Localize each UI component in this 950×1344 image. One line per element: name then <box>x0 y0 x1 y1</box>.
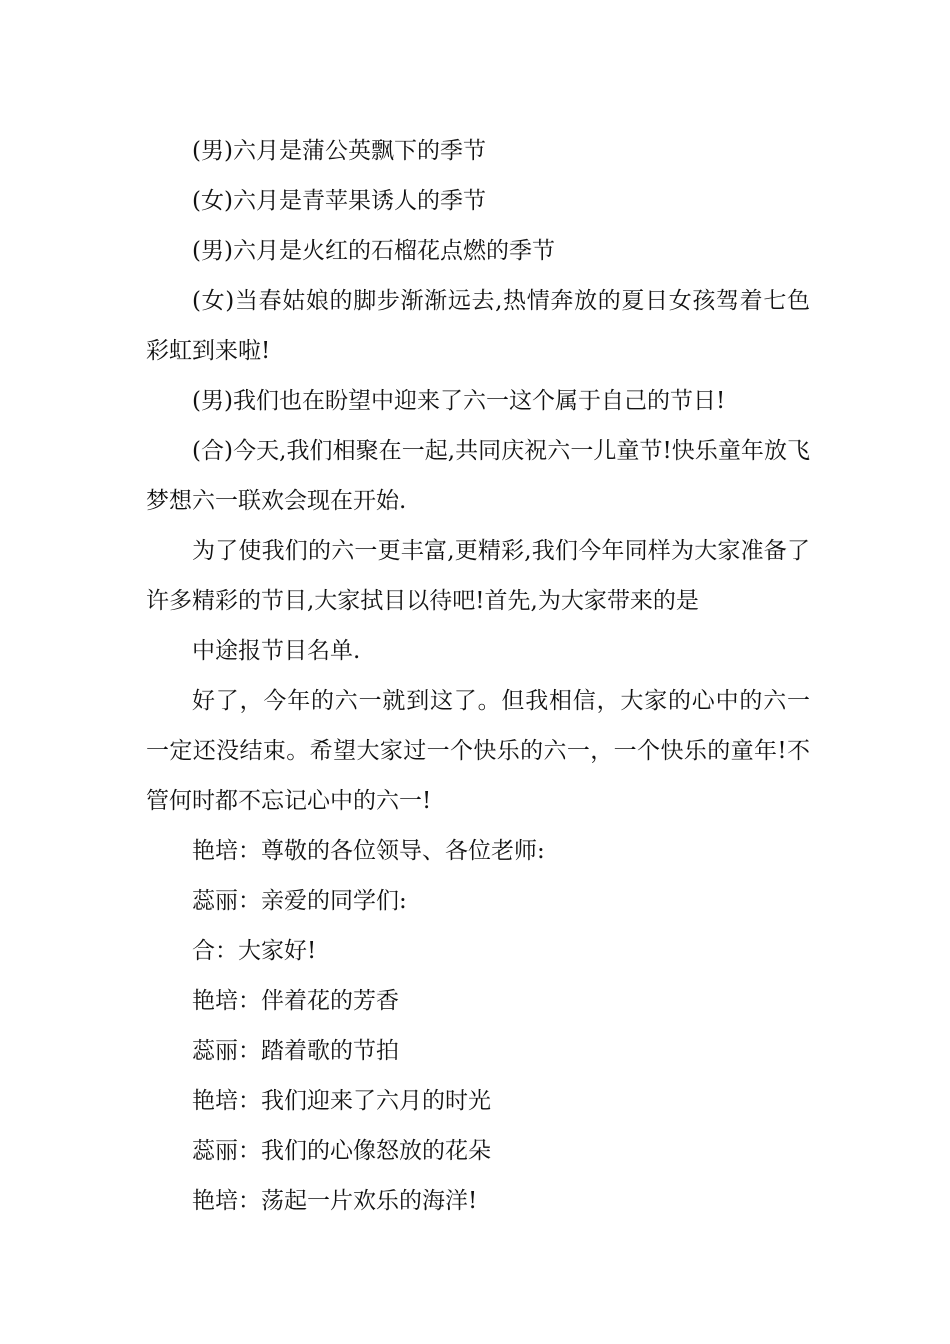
paragraph: (女)当春姑娘的脚步渐渐远去,热情奔放的夏日女孩驾着七色彩虹到来啦! <box>146 288 810 364</box>
paragraph: 合：大家好! <box>192 938 317 964</box>
paragraph: (合)今天,我们相聚在一起,共同庆祝六一儿童节!快乐童年放飞梦想六一联欢会现在开始. <box>146 438 810 514</box>
paragraph: (男)我们也在盼望中迎来了六一这个属于自己的节日! <box>192 388 726 414</box>
paragraph: 蕊丽：亲爱的同学们: <box>192 888 407 914</box>
paragraph: (男)六月是火红的石榴花点燃的季节 <box>192 238 555 264</box>
paragraph: 蕊丽：我们的心像怒放的花朵 <box>192 1138 491 1164</box>
paragraph: 蕊丽：踏着歌的节拍 <box>192 1038 399 1064</box>
paragraph: 好了，今年的六一就到这了。但我相信，大家的心中的六一一定还没结束。希望大家过一个快乐的六一，一个快乐的童年!不管何时都不忘记心中的六一! <box>146 688 810 814</box>
paragraph: 艳培：尊敬的各位领导、各位老师: <box>192 838 545 864</box>
paragraph: 艳培：我们迎来了六月的时光 <box>192 1088 491 1114</box>
document-body <box>146 126 810 1226</box>
paragraph: 艳培：荡起一片欢乐的海洋! <box>192 1188 478 1214</box>
paragraph: 艳培：伴着花的芳香 <box>192 988 399 1014</box>
paragraph: (女)六月是青苹果诱人的季节 <box>192 188 486 214</box>
paragraph: (男)六月是蒲公英飘下的季节 <box>192 138 486 164</box>
paragraph: 为了使我们的六一更丰富,更精彩,我们今年同样为大家准备了许多精彩的节目,大家拭目以待吧!首先,为大家带来的是 <box>146 538 810 614</box>
paragraph: 中途报节目名单. <box>192 638 361 664</box>
